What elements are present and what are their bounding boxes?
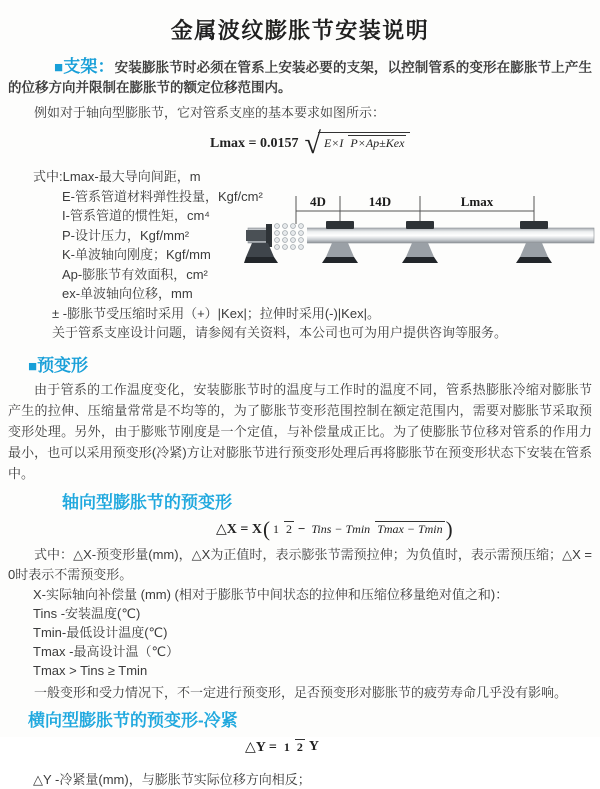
lateral-note: △Y -冷紧量(mm)，与膨胀节实际位移方向相反； [33,771,311,787]
definition-line: E-管系管道材料弹性投量，Kgf/cm² [62,188,263,204]
definition-line: ± -膨胀节受压缩时采用（+）|Kex|；拉伸时采用(-)|Kex|。 [52,305,380,321]
definition-line: 式中:Lmax-最大导向间距，m [33,169,201,184]
lmax-fraction-numerator: E×I [323,136,344,150]
predeform-paragraph: 由于管系的工作温度变化，安装膨胀节时的温度与工作时的温度不同，管系热膨胀冷缩对膨胀节产生的拉伸、压缩量常常是不均等的，为了膨胀节变形范围控制在额定范围内，需要对膨胀节采取预变形处理。另外，由于膨账节刚度是一个定值，与补偿量成正比。为了使膨胀节位移对管系的作用力最小，也可以采用预变形(冷紧)方让对膨胀节进行预变形处理后再将膨胀节在预变形状态下安装在管系中。 [8,381,592,481]
one-half-denominator: 2 [285,521,292,536]
blue-square-marker-icon: ■ [54,59,64,76]
note-line: X-实际轴向补偿量 (mm) (相对于膨胀节中间状态的拉伸和压缩位移量绝对值之和)： [33,586,509,602]
pipe-support-diagram [244,192,596,280]
definition-line: Ap-膨胀节有效面积，cm² [62,266,208,282]
note-line: Tmax > Tins ≥ Tmin [33,662,148,678]
note-line: Tmax -最高设计温（℃） [33,643,180,659]
lmax-fraction-denominator: P×Ap±Kex [350,136,405,150]
one-half-denominator: 2 [296,739,303,754]
support-example-line: 例如对于轴向型膨胀节，它对管系支座的基本要求如图所示： [34,105,386,120]
dim-label-lmax: Lmax [460,194,494,209]
lateral-formula-rhs: Y [308,739,319,754]
lateral-formula [245,739,600,756]
bellows-icon [271,224,307,250]
definition-line: 关于管系支座设计问题，请参阅有关资料，本公司也可为用户提供咨询等服务。 [52,325,508,340]
one-half-numerator: 1 [272,521,279,536]
temperature-fraction-denominator: Tmax − Tmin [377,521,443,536]
support-section-paragraph [8,57,592,98]
axial-subheading: 轴向型膨胀节的预变形 [62,492,232,512]
definition-line: K-单波轴向刚度；Kgf/mm [62,247,211,262]
temperature-fraction-numerator: Tins − Tmin [311,521,371,536]
one-half-fraction [271,522,294,536]
minus-sign: − [297,521,306,536]
note-line: Tmin-最低设计温度(℃) [33,624,168,640]
close-paren: ) [445,516,453,541]
axial-closing-line: 一般变形和受力情况下，不一定进行预变形，足否预变形对膨胀节的疲劳寿命几乎没有影响。 [34,684,568,700]
lmax-fraction [322,136,406,150]
radical-icon: √ [304,127,321,160]
lateral-subheading: 横向型膨胀节的预变形-冷紧 [28,710,238,730]
note-line: Tins -安装温度(℃) [33,605,141,621]
lateral-formula-lhs: △Y = [245,739,277,755]
definition-line: ex-单波轴向位移，mm [62,286,193,301]
temperature-fraction [309,522,444,536]
support-section-heading [54,57,115,76]
one-half-numerator: 1 [283,739,290,754]
open-paren: ( [262,516,270,541]
lmax-formula-lhs: Lmax = 0.0157 [210,136,299,151]
blue-square-marker-icon: ■ [28,357,38,375]
axial-notes-list [0,585,600,680]
one-half-fraction [282,740,305,754]
predeform-heading-label: 预变形 [37,355,89,375]
page-title: 金属波纹膨胀节安装说明 [170,18,430,43]
sqrt-expression [304,129,410,159]
definition-line: I-管系管道的惯性矩，cm⁴ [62,208,210,223]
axial-formula-lhs: △X = X [216,521,262,537]
sqrt-body [318,132,410,152]
predeform-section-heading [28,351,600,376]
axial-formula [216,516,600,541]
support-intro-text: 安装膨胀节时必须在管系上安装必要的支架，以控制管系的变形在膨胀节上产生的位移方向并限制在膨胀节的额定位移范围内。 [8,60,593,95]
dim-label-14d: 14D [368,194,392,209]
dim-label-4d: 4D [310,194,326,209]
axial-note-main: 式中：△X-预变形量(mm)，△X为正值时，表示膨张节需预拉伸；为负值时，表示需预压缩；△X = 0时表示不需预变形。 [8,546,592,582]
support-heading-label: 支架： [63,57,115,76]
lmax-formula [210,129,600,159]
definition-line: P-设计压力，Kgf/mm² [62,227,190,243]
